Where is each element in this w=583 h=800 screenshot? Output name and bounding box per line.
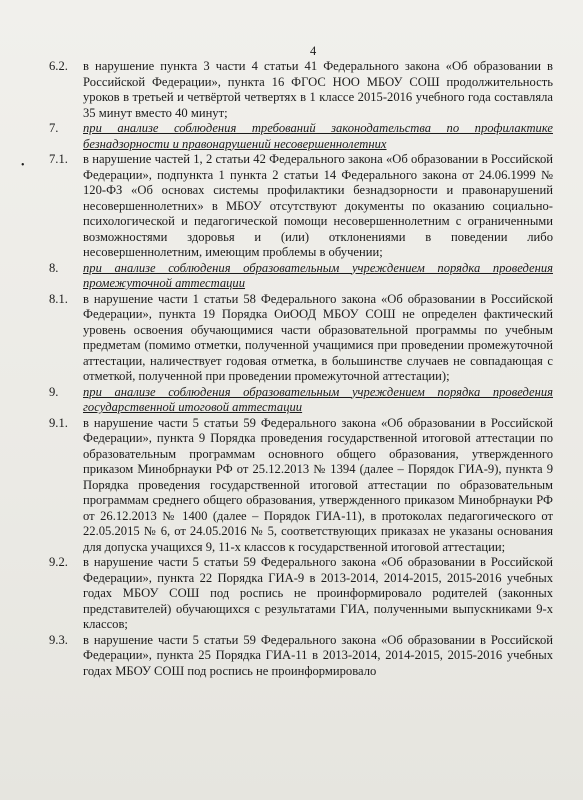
- clause-number: 9.3.: [49, 632, 68, 647]
- clause-7-1: [49, 152, 553, 261]
- clause-text: в нарушение части 5 статьи 59 Федерального закона «Об образовании в Российской Федерации», пункта 22 Порядка ГИА-9 в 2013-2014, 2014-2015, 2015-2016 учебных годах МБОУ СОШ под роспись не проинформировало родителей (законных представителей) обучающихся с результатами ГИА, полученными выпускниками 9-х классов;: [83, 555, 553, 631]
- section-number: 9.: [49, 384, 59, 399]
- section-9-heading: [49, 384, 553, 416]
- clause-number: 8.1.: [49, 291, 68, 306]
- clause-8-1: [49, 291, 553, 385]
- section-number: 8.: [49, 260, 59, 275]
- clause-text: в нарушение части 5 статьи 59 Федерального закона «Об образовании в Российской Федерации», пункта 9 Порядка проведения государственной итоговой аттестации по образовательным программам основного общего образования, утвержденного приказом Минобрнауки РФ от 25.12.2013 № 1394 (далее – Порядок ГИА-9), пункта 9 Порядка проведения государственной итоговой аттестации по образовательным программам среднего общего образования, утвержденного приказом Минобрнауки РФ от 26.12.2013 № 1400 (далее – Порядок ГИА-11), в протоколах педагогического от 22.05.2015 № 6, от 24.05.2016 № 5, соответствующих приказах не указаны основания для допуска учащихся 9, 11-х классов к государственной итоговой аттестации;: [83, 415, 553, 554]
- clause-number: 7.1.: [49, 152, 68, 166]
- section-7-heading: [49, 121, 553, 152]
- clause-9-2: [49, 555, 553, 633]
- margin-dot: •: [21, 160, 25, 171]
- section-heading-text: при анализе соблюдения образовательным учреждением порядка проведения государственной итоговой аттестации: [83, 384, 553, 414]
- clause-number: 9.2.: [49, 555, 68, 569]
- clause-6-2: [49, 59, 553, 121]
- clause-9-3: [49, 632, 553, 680]
- document-body: [49, 59, 553, 679]
- clause-text: в нарушение части 1 статьи 58 Федерального закона «Об образовании в Российской Федерации», пункта 19 Порядка ОиООД МБОУ СОШ не определен фактический уровень освоения обучающимися части образовательной программы по учебным предметам (помимо отметки, полученной учащимися при проведении промежуточной аттестации, наличествует годовая отметка, в большинстве случаев не совпадающая с отметкой, полученной при проведении промежуточной аттестации);: [83, 291, 553, 383]
- clause-number: 6.2.: [49, 59, 68, 73]
- section-8-heading: [49, 260, 553, 292]
- clause-text: в нарушение части 5 статьи 59 Федерального закона «Об образовании в Российской Федерации», пункта 25 Порядка ГИА-11 в 2013-2014, 2014-2015, 2015-2016 учебных годах МБОУ СОШ под роспись не проинформировало: [83, 632, 553, 678]
- clause-9-1: [49, 415, 553, 556]
- section-heading-text: при анализе соблюдения требований законодательства по профилактике безнадзорности и правонарушений несовершеннолетних: [83, 121, 553, 151]
- section-heading-text: при анализе соблюдения образовательным учреждением порядка проведения промежуточной аттестации: [83, 260, 553, 290]
- section-number: 7.: [49, 121, 59, 135]
- page-number: 4: [310, 44, 317, 58]
- clause-number: 9.1.: [49, 415, 68, 430]
- clause-text: в нарушение частей 1, 2 статьи 42 Федерального закона «Об образовании в Российской Федерации», подпункта 1 пункта 2 статьи 14 Федерального закона от 24.06.1999 № 120-ФЗ «Об основах системы профилактики безнадзорности и правонарушений несовершеннолетних» в МБОУ отсутствуют документы по оказанию социально-психологической и педагогической помощи несовершеннолетним с ограниченными возможностями здоровья и (или) отклонениями в поведении либо несовершеннолетним, имеющим проблемы в обучении;: [83, 152, 553, 259]
- clause-text: в нарушение пункта 3 части 4 статьи 41 Федерального закона «Об образовании в Российской Федерации», пункта 16 ФГОС НОО МБОУ СОШ продолжительность уроков в третьей и четвёртой четвертях в 1 классе 2015-2016 учебного года составляла 35 минут вместо 40 минут;: [83, 59, 553, 120]
